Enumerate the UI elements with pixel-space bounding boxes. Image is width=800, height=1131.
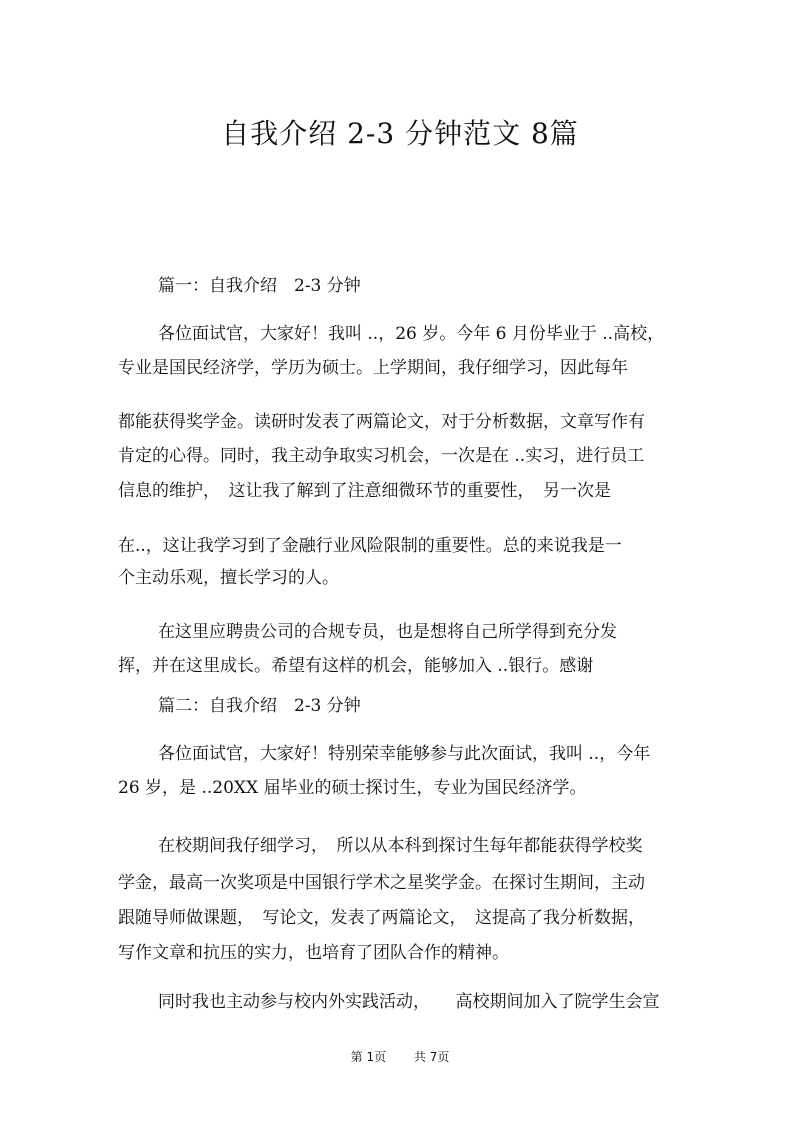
page-number: 第 1页 — [350, 1050, 387, 1064]
paragraph-line: 26 岁，是 ..20XX 届毕业的硕士探讨生，专业为国民经济学。 — [118, 778, 587, 798]
paragraph-line: 挥，并在这里成长。希望有这样的机会，能够加入 ..银行。感谢 — [118, 656, 594, 676]
page-total: 共 7页 — [413, 1050, 450, 1064]
paragraph-line: 各位面试官，大家好！特别荣幸能够参与此次面试，我叫 ..，今年 — [158, 744, 651, 764]
paragraph-line: 同时我也主动参与校内外实践活动， 高校期间加入了院学生会宣 — [158, 992, 660, 1012]
paragraph-line: 各位面试官，大家好！我叫 ..，26 岁。今年 6 月份毕业于 ..高校， — [158, 324, 665, 344]
paragraph-line: 跟随导师做课题， 写论文，发表了两篇论文， 这提高了我分析数据， — [118, 908, 645, 928]
page-footer — [0, 1048, 800, 1065]
paragraph-line: 都能获得奖学金。读研时发表了两篇论文，对于分析数据，文章写作有 — [118, 412, 645, 432]
document-title: 自我介绍 2-3 分钟范文 8篇 — [221, 117, 579, 150]
paragraph-line: 专业是国民经济学，学历为硕士。上学期间，我仔细学习，因此每年 — [118, 358, 628, 378]
paragraph-line: 学金，最高一次奖项是中国银行学术之星奖学金。在探讨生期间，主动 — [118, 873, 645, 893]
paragraph-line: 在校期间我仔细学习， 所以从本科到探讨生每年都能获得学校奖 — [158, 836, 643, 856]
section-heading-1: 篇一：自我介绍 2-3 分钟 — [158, 276, 361, 296]
paragraph-line: 在这里应聘贵公司的合规专员，也是想将自己所学得到充分发 — [158, 622, 617, 642]
paragraph-line: 写作文章和抗压的实力，也培育了团队合作的精神。 — [118, 943, 509, 963]
paragraph-line: 在..，这让我学习到了金融行业风险限制的重要性。总的来说我是一 — [118, 536, 622, 556]
paragraph-line: 肯定的心得。同时，我主动争取实习机会，一次是在 ..实习，进行员工 — [118, 446, 645, 466]
paragraph-line: 个主动乐观，擅长学习的人。 — [118, 568, 339, 588]
section-heading-2: 篇二：自我介绍 2-3 分钟 — [158, 696, 361, 716]
paragraph-line: 信息的维护， 这让我了解到了注意细微环节的重要性， 另一次是 — [118, 481, 611, 501]
